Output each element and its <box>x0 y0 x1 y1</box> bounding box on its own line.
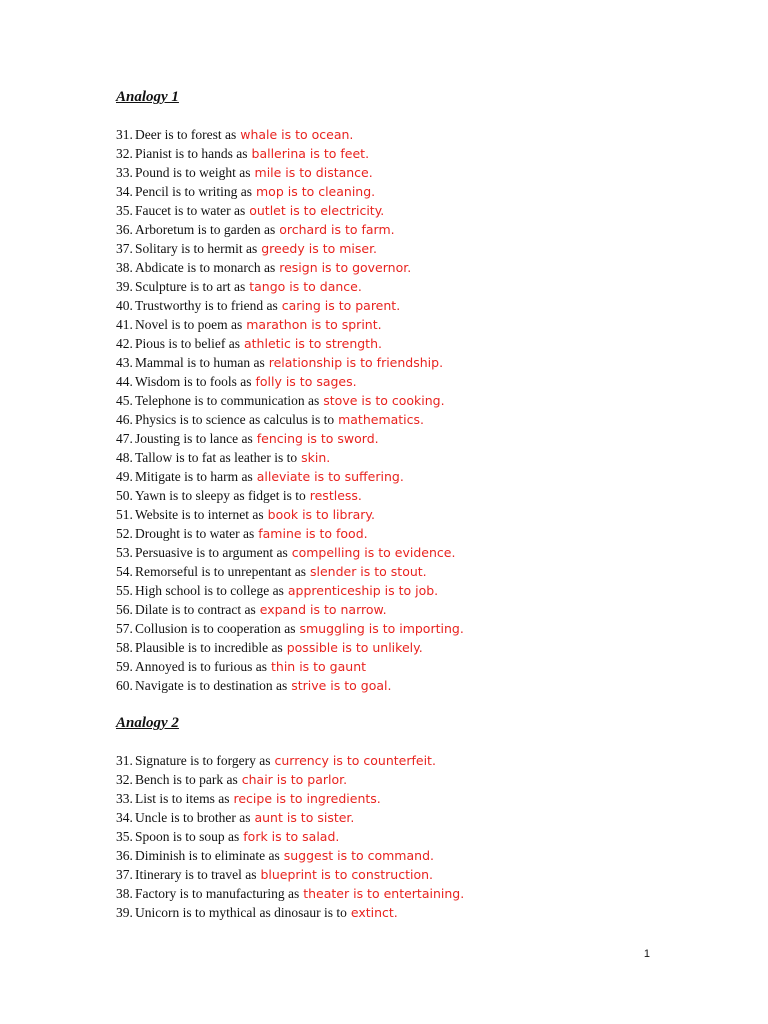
analogy-item <box>116 676 736 695</box>
analogy-item <box>116 410 736 429</box>
analogy-answer: mile is to distance. <box>254 165 373 180</box>
item-number: 31. <box>116 127 133 142</box>
analogy-item <box>116 334 736 353</box>
analogy-stem: Website is to internet as <box>135 507 264 522</box>
analogy-item <box>116 163 736 182</box>
item-number: 45. <box>116 393 133 408</box>
analogy-answer: ballerina is to feet. <box>251 146 370 161</box>
analogy-stem: Pious is to belief as <box>135 336 240 351</box>
item-number: 51. <box>116 507 133 522</box>
analogy-item <box>116 315 736 334</box>
analogy-item <box>116 220 736 239</box>
page-number: 1 <box>643 948 650 960</box>
item-number: 31. <box>116 753 133 768</box>
analogy-stem: Spoon is to soup as <box>135 829 240 844</box>
item-number: 54. <box>116 564 133 579</box>
analogy-answer: tango is to dance. <box>249 279 362 294</box>
analogy-stem: Bench is to park as <box>135 772 238 787</box>
analogy-item <box>116 505 736 524</box>
analogy-item <box>116 657 736 676</box>
item-number: 38. <box>116 260 133 275</box>
analogy-stem: Plausible is to incredible as <box>135 640 283 655</box>
analogy-item <box>116 827 736 846</box>
analogy-item <box>116 258 736 277</box>
analogy-answer: strive is to goal. <box>291 678 392 693</box>
item-number: 32. <box>116 146 133 161</box>
analogy-stem: Pound is to weight as <box>135 165 251 180</box>
item-number: 34. <box>116 810 133 825</box>
analogy-item <box>116 808 736 827</box>
analogy-item <box>116 770 736 789</box>
item-number: 36. <box>116 222 133 237</box>
analogy-answer: aunt is to sister. <box>254 810 355 825</box>
analogy-stem: Faucet is to water as <box>135 203 246 218</box>
analogy-answer: greedy is to miser. <box>261 241 378 256</box>
analogy-stem: Dilate is to contract as <box>135 602 256 617</box>
analogy-answer: slender is to stout. <box>309 564 427 579</box>
analogy-item <box>116 125 736 144</box>
item-number: 53. <box>116 545 133 560</box>
analogy-stem: Abdicate is to monarch as <box>135 260 276 275</box>
analogy-stem: Physics is to science as calculus is to <box>135 412 335 427</box>
analogy-item <box>116 543 736 562</box>
item-number: 50. <box>116 488 133 503</box>
item-number: 41. <box>116 317 133 332</box>
analogy-stem: Persuasive is to argument as <box>135 545 288 560</box>
section-title: Analogy 2 <box>116 715 179 731</box>
analogy-answer: book is to library. <box>267 507 375 522</box>
analogy-stem: Trustworthy is to friend as <box>135 298 278 313</box>
item-number: 37. <box>116 241 133 256</box>
analogy-answer: folly is to sages. <box>255 374 357 389</box>
analogy-item <box>116 467 736 486</box>
analogy-item <box>116 429 736 448</box>
analogy-answer: apprenticeship is to job. <box>287 583 439 598</box>
analogy-item <box>116 562 736 581</box>
analogy-answer: whale is to ocean. <box>240 127 354 142</box>
analogy-answer: famine is to food. <box>258 526 368 541</box>
item-number: 48. <box>116 450 133 465</box>
analogy-answer: smuggling is to importing. <box>299 621 464 636</box>
analogy-item <box>116 277 736 296</box>
analogy-answer: possible is to unlikely. <box>286 640 423 655</box>
analogy-answer: outlet is to electricity. <box>249 203 385 218</box>
analogy-answer: restless. <box>309 488 362 503</box>
analogy-item <box>116 448 736 467</box>
analogy-list <box>116 125 736 695</box>
item-number: 36. <box>116 848 133 863</box>
analogy-item <box>116 581 736 600</box>
analogy-stem: Remorseful is to unrepentant as <box>135 564 306 579</box>
analogy-answer: theater is to entertaining. <box>303 886 465 901</box>
item-number: 59. <box>116 659 133 674</box>
analogy-item <box>116 638 736 657</box>
analogy-stem: Signature is to forgery as <box>135 753 271 768</box>
item-number: 40. <box>116 298 133 313</box>
item-number: 33. <box>116 165 133 180</box>
item-number: 39. <box>116 279 133 294</box>
analogy-item <box>116 903 736 922</box>
analogy-item <box>116 296 736 315</box>
analogy-answer: mop is to cleaning. <box>256 184 376 199</box>
analogy-stem: Diminish is to eliminate as <box>135 848 280 863</box>
analogy-stem: Arboretum is to garden as <box>135 222 276 237</box>
analogy-1-section <box>116 88 736 695</box>
analogy-answer: caring is to parent. <box>281 298 401 313</box>
section-title: Analogy 1 <box>116 89 179 105</box>
analogy-stem: Jousting is to lance as <box>135 431 253 446</box>
analogy-answer: relationship is to friendship. <box>268 355 444 370</box>
analogy-answer: compelling is to evidence. <box>291 545 456 560</box>
analogy-item <box>116 619 736 638</box>
analogy-stem: Novel is to poem as <box>135 317 243 332</box>
analogy-stem: Mitigate is to harm as <box>135 469 253 484</box>
analogy-item <box>116 884 736 903</box>
analogy-answer: resign is to governor. <box>279 260 412 275</box>
analogy-answer: fencing is to sword. <box>256 431 379 446</box>
analogy-answer: athletic is to strength. <box>244 336 382 351</box>
analogy-answer: fork is to salad. <box>243 829 340 844</box>
analogy-stem: High school is to college as <box>135 583 284 598</box>
analogy-stem: Tallow is to fat as leather is to <box>135 450 298 465</box>
analogy-stem: Deer is to forest as <box>135 127 237 142</box>
item-number: 52. <box>116 526 133 541</box>
analogy-answer: thin is to gaunt <box>271 659 367 674</box>
analogy-item <box>116 789 736 808</box>
analogy-stem: Itinerary is to travel as <box>135 867 257 882</box>
analogy-item <box>116 846 736 865</box>
analogy-answer: blueprint is to construction. <box>260 867 434 882</box>
analogy-list <box>116 751 736 922</box>
analogy-answer: stove is to cooking. <box>323 393 445 408</box>
item-number: 57. <box>116 621 133 636</box>
analogy-stem: Unicorn is to mythical as dinosaur is to <box>135 905 347 920</box>
analogy-stem: Annoyed is to furious as <box>135 659 267 674</box>
item-number: 46. <box>116 412 133 427</box>
analogy-item <box>116 239 736 258</box>
analogy-2-section <box>116 714 736 922</box>
analogy-item <box>116 391 736 410</box>
analogy-stem: Mammal is to human as <box>135 355 265 370</box>
analogy-stem: Uncle is to brother as <box>135 810 251 825</box>
analogy-answer: alleviate is to suffering. <box>256 469 404 484</box>
item-number: 37. <box>116 867 133 882</box>
item-number: 60. <box>116 678 133 693</box>
analogy-item <box>116 353 736 372</box>
analogy-stem: Pianist is to hands as <box>135 146 248 161</box>
item-number: 49. <box>116 469 133 484</box>
item-number: 34. <box>116 184 133 199</box>
item-number: 39. <box>116 905 133 920</box>
item-number: 58. <box>116 640 133 655</box>
analogy-stem: Telephone is to communication as <box>135 393 320 408</box>
analogy-stem: Sculpture is to art as <box>135 279 246 294</box>
analogy-item <box>116 201 736 220</box>
analogy-item <box>116 751 736 770</box>
item-number: 44. <box>116 374 133 389</box>
analogy-stem: Pencil is to writing as <box>135 184 252 199</box>
analogy-stem: List is to items as <box>135 791 230 806</box>
analogy-item <box>116 865 736 884</box>
analogy-item <box>116 486 736 505</box>
item-number: 35. <box>116 203 133 218</box>
item-number: 33. <box>116 791 133 806</box>
analogy-answer: extinct. <box>350 905 398 920</box>
analogy-item <box>116 144 736 163</box>
analogy-stem: Drought is to water as <box>135 526 255 541</box>
analogy-answer: orchard is to farm. <box>279 222 395 237</box>
analogy-item <box>116 600 736 619</box>
item-number: 43. <box>116 355 133 370</box>
analogy-answer: mathematics. <box>338 412 425 427</box>
analogy-item <box>116 182 736 201</box>
item-number: 35. <box>116 829 133 844</box>
item-number: 47. <box>116 431 133 446</box>
analogy-stem: Yawn is to sleepy as fidget is to <box>135 488 306 503</box>
item-number: 42. <box>116 336 133 351</box>
analogy-answer: marathon is to sprint. <box>246 317 382 332</box>
analogy-item <box>116 372 736 391</box>
analogy-answer: suggest is to command. <box>283 848 434 863</box>
item-number: 32. <box>116 772 133 787</box>
analogy-stem: Solitary is to hermit as <box>135 241 258 256</box>
analogy-answer: recipe is to ingredients. <box>233 791 381 806</box>
analogy-answer: skin. <box>301 450 331 465</box>
analogy-item <box>116 524 736 543</box>
analogy-stem: Factory is to manufacturing as <box>135 886 300 901</box>
analogy-stem: Navigate is to destination as <box>135 678 288 693</box>
analogy-answer: chair is to parlor. <box>241 772 348 787</box>
item-number: 55. <box>116 583 133 598</box>
analogy-answer: currency is to counterfeit. <box>274 753 436 768</box>
analogy-stem: Collusion is to cooperation as <box>135 621 296 636</box>
analogy-stem: Wisdom is to fools as <box>135 374 252 389</box>
item-number: 56. <box>116 602 133 617</box>
analogy-answer: expand is to narrow. <box>259 602 387 617</box>
item-number: 38. <box>116 886 133 901</box>
